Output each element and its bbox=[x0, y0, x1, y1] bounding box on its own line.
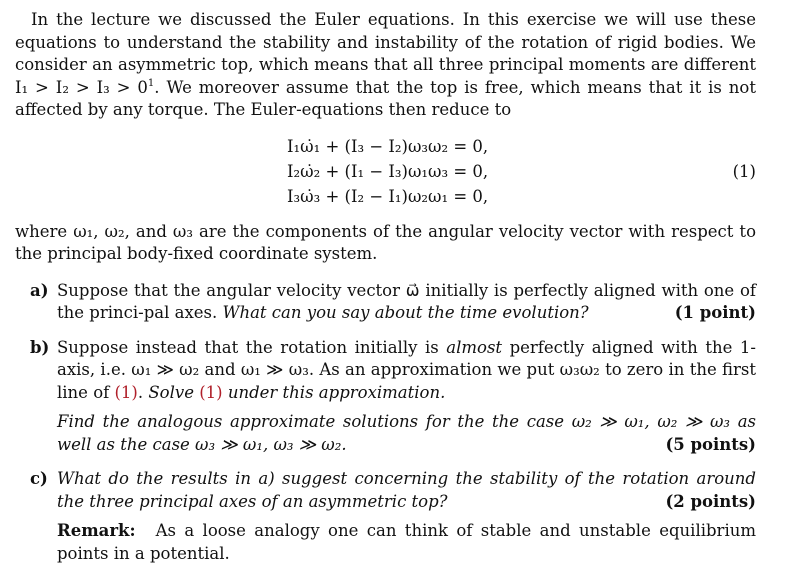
remark-text: As a loose analogy one can think of stable and unstable equilibrium points in a potential. bbox=[57, 521, 756, 563]
equation-number: (1) bbox=[732, 161, 756, 181]
item-a-label: a) bbox=[30, 280, 49, 300]
item-b-question-2: under this approximation. bbox=[222, 382, 446, 402]
exercise-items bbox=[15, 280, 756, 566]
intro-text-continued: . We moreover assume that the top is free, which means that it is not affected by any torque. The Euler-equations then reduce to bbox=[15, 77, 756, 119]
item-b-label: b) bbox=[30, 337, 50, 357]
item-a bbox=[15, 280, 756, 325]
item-c-label: c) bbox=[30, 469, 48, 488]
item-b-question-1: Solve bbox=[148, 382, 200, 402]
equation-line-2: I₂ω̇₂ + (I₁ − I₃)ω₁ω₃ = 0, bbox=[287, 161, 489, 181]
equation-ref-link[interactable]: (1) bbox=[114, 382, 138, 402]
footnote-mark[interactable]: 1 bbox=[147, 77, 155, 89]
item-c-text bbox=[57, 468, 756, 513]
item-b-body-1: Suppose instead that the rotation initially is bbox=[57, 337, 447, 357]
equation-lines bbox=[287, 134, 488, 209]
euler-equations bbox=[15, 134, 756, 209]
intro-text: In the lecture we discussed the Euler equations. In this exercise we will use these equations to understand the stability and instability of the rotation of rigid bodies. We consider an asymmetric top, which means that all three principal moments are different I₁ > I₂ > I₃ > 0 bbox=[15, 10, 756, 97]
item-a-question: What can you say about the time evolution? bbox=[222, 303, 589, 322]
remark-paragraph bbox=[57, 520, 756, 565]
equation-line-3: I₃ω̇₃ + (I₂ − I₁)ω₂ω₁ = 0, bbox=[287, 186, 489, 206]
equation-line-1: I₁ω̇₁ + (I₃ − I₂)ω₃ω₂ = 0, bbox=[287, 136, 489, 156]
remark-label: Remark: bbox=[57, 521, 136, 540]
item-b-body-3: . bbox=[137, 382, 149, 402]
item-a-points: (1 point) bbox=[674, 303, 756, 322]
item-c-question: What do the results in a) suggest concerning the stability of the rotation around the three principal axes of an asymmetric top? bbox=[57, 469, 756, 511]
item-b bbox=[15, 337, 756, 457]
item-b-para2-text: Find the analogous approximate solutions for the the case ω₂ ≫ ω₁, ω₂ ≫ ω₃ as well as the case ω₃ ≫ ω₁, ω₃ ≫ ω₂. bbox=[57, 412, 756, 454]
after-equation-paragraph: where ω₁, ω₂, and ω₃ are the components of the angular velocity vector with respect to the principal body-fixed coordinate system. bbox=[15, 221, 756, 263]
item-b-para2 bbox=[57, 411, 756, 456]
item-c bbox=[15, 468, 756, 565]
item-a-text bbox=[57, 280, 756, 325]
item-a-body: Suppose that the angular velocity vector ω⃗ initially is perfectly aligned with one of the princi-pal axes. bbox=[57, 280, 756, 322]
item-b-body-2: perfectly aligned with the 1-axis, i.e. ω₁ ≫ ω₂ and ω₁ ≫ ω₃. As an approximation we put ω₃ω₂ to zero in the first line of bbox=[57, 337, 756, 402]
equation-ref-link-2[interactable]: (1) bbox=[199, 382, 223, 402]
intro-paragraph bbox=[15, 9, 756, 122]
item-b-points: (5 points) bbox=[665, 434, 756, 454]
item-b-text bbox=[57, 337, 756, 405]
item-c-points: (2 points) bbox=[665, 491, 756, 511]
item-b-emph: almost bbox=[446, 337, 503, 357]
exercise-page bbox=[15, 9, 756, 577]
